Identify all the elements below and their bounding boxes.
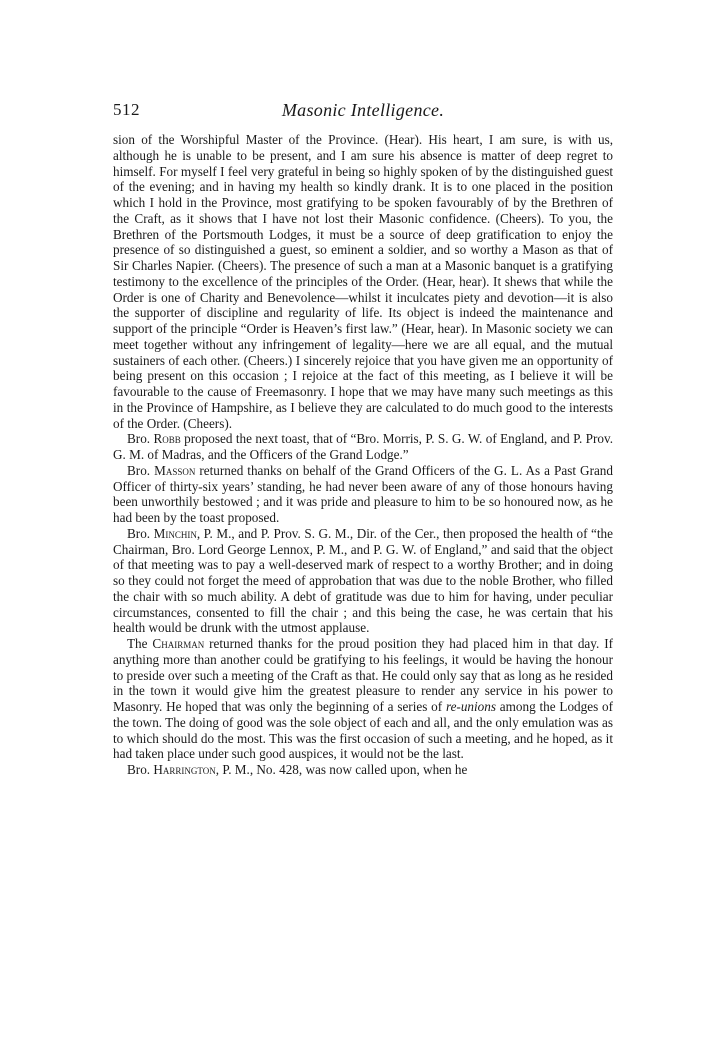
speaker-name: Chairman xyxy=(152,636,205,651)
paragraph xyxy=(113,463,613,526)
document-page xyxy=(113,100,613,778)
speaker-name: Masson xyxy=(154,462,196,478)
speaker-name: Harrington xyxy=(153,762,216,777)
paragraph xyxy=(113,526,613,636)
page-number: 512 xyxy=(113,100,140,119)
running-title: Masonic Intelligence. xyxy=(281,100,445,120)
italic-text: re-unions xyxy=(445,699,496,714)
paragraph-text: among the Lodges of the town. The doing of good was the sole object of each and all, and the only emulation was as to which should do the most. This was the first occasion of such a meeting, and he hoped, as it had taken place under such good auspices, it would not be the last. xyxy=(113,699,613,762)
paragraph-text: The xyxy=(127,636,153,651)
paragraph-text: Bro. xyxy=(127,431,154,447)
paragraph-text: Bro. xyxy=(127,762,154,777)
paragraph xyxy=(113,762,613,778)
paragraph-text: , P. M., No. 428, was now called upon, when he xyxy=(215,762,468,777)
paragraph-text: Bro. xyxy=(127,462,155,478)
paragraph-text: sion of the Worshipful Master of the Province. (Hear). His heart, I am sure, is with us, although he is unable to be present, and I am sure his absence is matter of deep regret to himself. For myself I feel very grateful in being so highly spoken of by the distinguished guest of the evening; and in having my health so kindly drank. It is to one placed in the position which I hold in the Province, most gratifying to be spoken favourably of by the Brethren of the Craft, as it shows that I have not lost their Masonic confidence. (Cheers). To you, the Brethren of the Portsmouth Lodges, it must be a source of deep gratification to enjoy the presence of so distinguished a guest, so eminent a soldier, and so worthy a Mason as that of Sir Charles Napier. (Cheers). The presence of such a man at a Masonic banquet is a gratifying testimony to the excellence of the principles of the Order. (Hear, hear). It shews that while the Order is one of Charity and Benevolence—whilst it inculcates piety and devotion—it is also the supporter of discipline and regularity of life. Its object is indeed the maintenance and support of the principle “Order is Heaven’s first law.” (Hear, hear). In Masonic society we can meet together without any infringement of legality—here we are all equal, and the mutual sustainers of each other. (Cheers.) I sincerely rejoice that you have given me an opportunity of being present on this occasion ; I rejoice at the fact of this meeting, as I believe it will be favourable to the cause of Freemasonry. I hope that we may have many such meetings as this in the Province of Hampshire, as I believe they are calculated to do much good to the interests of the Order. (Cheers). xyxy=(113,132,613,431)
paragraph-text: , P. M., and P. Prov. S. G. M., Dir. of the Cer., then proposed the health of “the Chairman, Bro. Lord George Lennox, P. M., and P. G. W. of England,” and said that the object of that meeting was to pay a well-deserved mark of respect to a worthy Brother; and in doing so they could not forget the meed of approbation that was due to the noble Brother, who filled the chair with so much ability. A debt of gratitude was due to him for having, under peculiar circumstances, consented to fill the chair ; and this being the case, he was certain that his health would be drunk with the utmost applause. xyxy=(113,525,613,636)
speaker-name: Robb xyxy=(153,431,181,447)
paragraph xyxy=(113,431,613,463)
paragraph-text: returned thanks for the proud position they had placed him in that day. If anything more than another could be gratifying to his feelings, it would be having the honour to preside over such a meeting of the Craft as that. He could only say that as long as he resided in the town it would give him the greatest pleasure to render any service in his power to Masonry. He hoped that was only the beginning of a series of xyxy=(113,636,613,714)
paragraph xyxy=(113,636,613,762)
running-head xyxy=(113,100,613,124)
speaker-name: Minchin xyxy=(153,525,197,541)
paragraph-text: returned thanks on behalf of the Grand Officers of the G. L. As a Past Grand Officer of thirty-six years’ standing, he had never been aware of any of those honours having been unworthily bestowed ; and it was pride and pleasure to him to be so honoured now, as he had been by the toast proposed. xyxy=(113,462,613,525)
paragraph-text: Bro. xyxy=(127,525,154,541)
paragraph-text: proposed the next toast, that of “Bro. Morris, P. S. G. W. of England, and P. Prov. G. M. of Madras, and the Officers of the Grand Lodge.” xyxy=(113,431,613,462)
paragraph xyxy=(113,132,613,431)
body-text xyxy=(113,132,613,778)
